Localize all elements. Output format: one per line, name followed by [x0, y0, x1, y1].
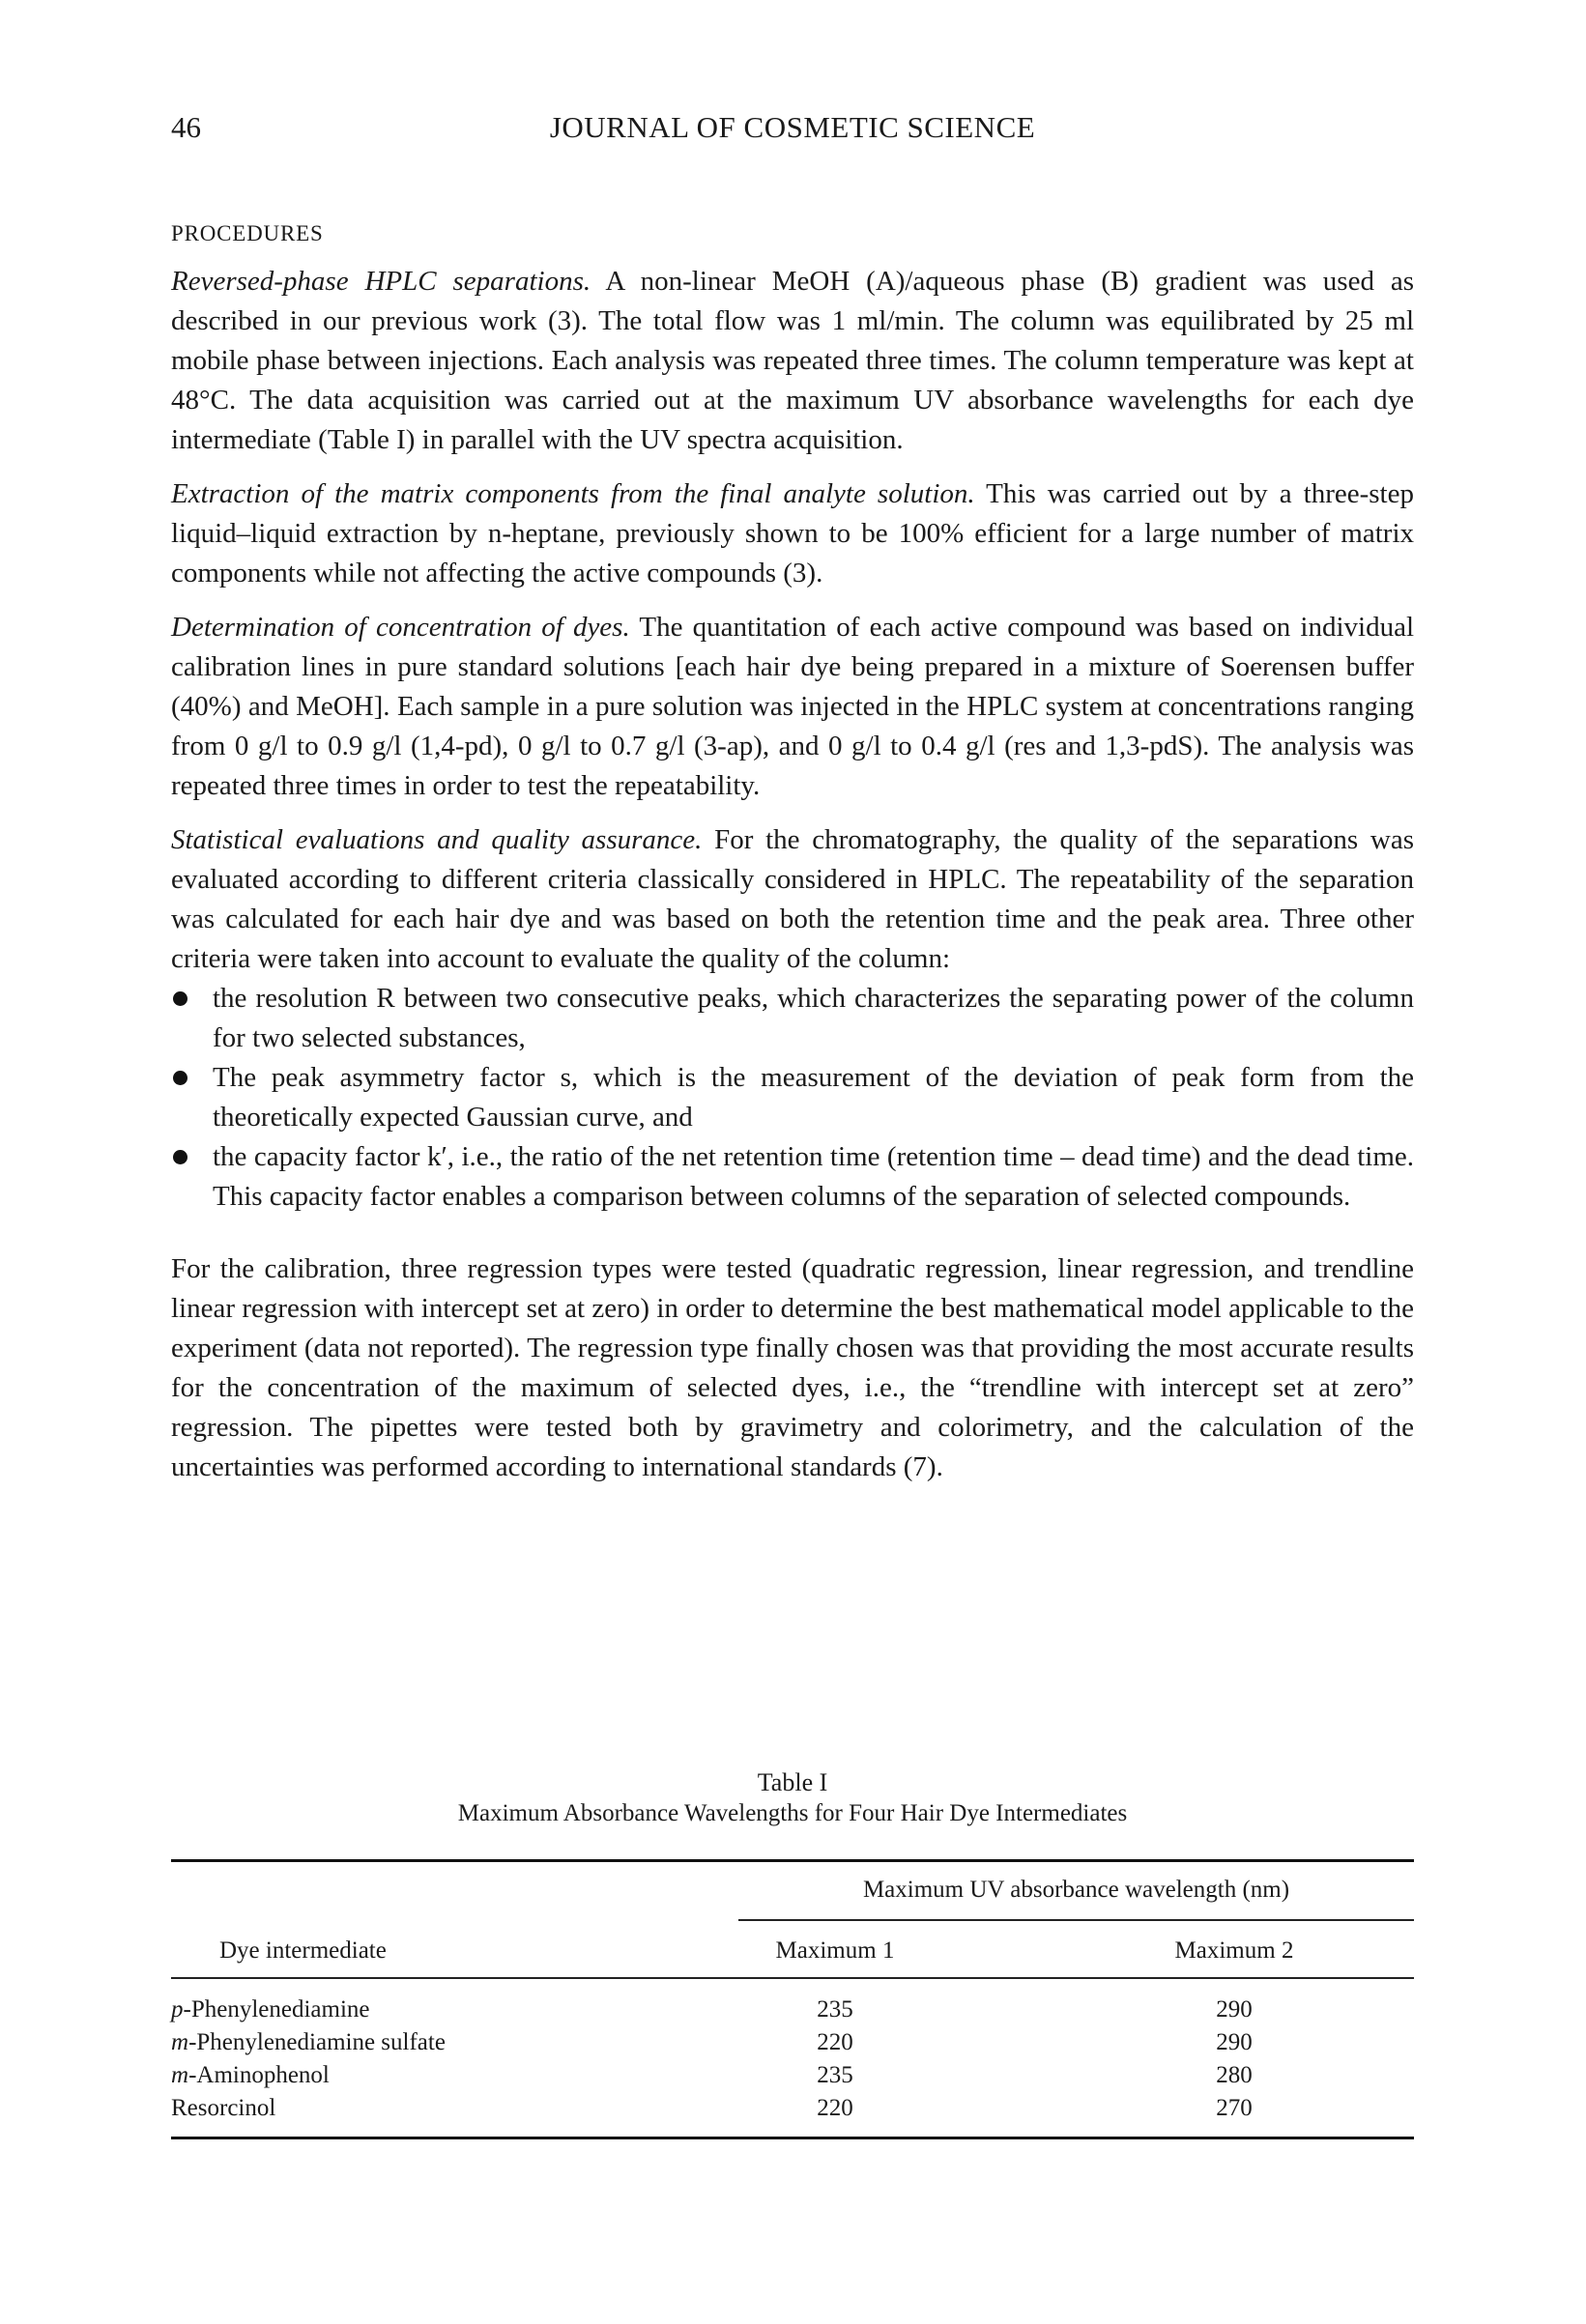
runin-heading: Extraction of the matrix components from the final analyte solution.	[171, 478, 975, 509]
table-header-rule	[171, 1977, 1414, 1979]
table-label: Table I	[757, 1768, 828, 1796]
list-item	[171, 1058, 1414, 1137]
table-cell-max2: 280	[1216, 2062, 1253, 2088]
list-item	[171, 1137, 1414, 1217]
runin-heading: Determination of concentration of dyes.	[171, 612, 630, 643]
table-cell-max2: 290	[1216, 2029, 1253, 2055]
criteria-list	[171, 979, 1414, 1217]
running-head	[171, 110, 1414, 153]
bullet-icon	[173, 991, 187, 1006]
table-cell-max1: 220	[817, 2029, 853, 2055]
table-spanner-rule	[738, 1919, 1414, 1921]
paragraph-hplc-separations	[171, 262, 1414, 460]
column-header-max1: Maximum 1	[775, 1937, 895, 1964]
table-row-dye	[171, 2095, 275, 2122]
table-bottom-rule	[171, 2137, 1414, 2139]
table-spanner-header: Maximum UV absorbance wavelength (nm)	[862, 1877, 1290, 1903]
chemical-prefix: m	[171, 2062, 189, 2088]
table-cell-max2: 290	[1216, 1996, 1253, 2023]
list-item-text: the resolution R between two consecutive peaks, which characterizes the separating power of the column for two selected substances,	[213, 983, 1414, 1053]
column-header-dye: Dye intermediate	[219, 1937, 387, 1964]
table-row-dye	[171, 2029, 446, 2056]
table-cell-max1: 220	[817, 2095, 853, 2121]
list-item-text: The peak asymmetry factor s, which is the measurement of the deviation of peak form from the theoretically expected Gaussian curve, and	[213, 1062, 1414, 1133]
paragraph-statistical	[171, 820, 1414, 979]
chemical-prefix: m	[171, 2029, 189, 2055]
runin-heading: Statistical evaluations and quality assurance.	[171, 824, 703, 855]
journal-title: JOURNAL OF COSMETIC SCIENCE	[549, 110, 1036, 144]
page-number: 46	[171, 110, 201, 144]
paragraph-text: For the chromatography, the quality of the separations was evaluated according to different criteria classically considered in HPLC. The repeatability of the separation was calculated for each hair dye and was based on both the retention time and the peak area. Three other criteria were taken into account to evaluate the quality of the column:	[171, 824, 1415, 974]
runin-heading: Reversed-phase HPLC separations.	[171, 266, 591, 297]
list-item-text: the capacity factor k′, i.e., the ratio of the net retention time (retention time – dead time) and the dead time. This capacity factor enables a comparison between columns of the separation of selected compounds.	[213, 1141, 1414, 1212]
table-cell-max2: 270	[1216, 2095, 1253, 2121]
table-row-dye	[171, 2062, 330, 2089]
chemical-prefix: p	[171, 1996, 184, 2023]
list-item	[171, 979, 1414, 1058]
table-cell-max1: 235	[817, 2062, 853, 2088]
table-caption: Maximum Absorbance Wavelengths for Four Hair Dye Intermediates	[457, 1800, 1128, 1826]
paragraph-text: A non-linear MeOH (A)/aqueous phase (B) gradient was used as described in our previous work (3). The total flow was 1 ml/min. The column was equilibrated by 25 ml mobile phase between injections. Each analysis was repeated three times. The column temperature was kept at 48°C. The data acquisition was carried out at the maximum UV absorbance wavelengths for each dye intermediate (Table I) in parallel with the UV spectra acquisition.	[171, 266, 1414, 455]
table-row-dye	[171, 1996, 370, 2023]
dye-name: Resorcinol	[171, 2095, 276, 2121]
dye-name: -Aminophenol	[188, 2062, 330, 2088]
table-1	[171, 1768, 1414, 2121]
section-heading: PROCEDURES	[171, 221, 324, 245]
column-header-max2: Maximum 2	[1174, 1937, 1294, 1964]
paragraph-calibration: For the calibration, three regression types were tested (quadratic regression, linear regression, and trendline linear regression with intercept set at zero) in order to determine the best mathematical model applicable to the experiment (data not reported). The regression type finally chosen was that providing the most accurate results for the concentration of the maximum of selected dyes, i.e., the “trendline with intercept set at zero” regression. The pipettes were tested both by gravimetry and colorimetry, and the calculation of the uncertainties was performed according to international standards (7).	[171, 1253, 1414, 1482]
paragraph-extraction	[171, 474, 1414, 593]
paragraph-text: The quantitation of each active compound was based on individual calibration lines in pure standard solutions [each hair dye being prepared in a mixture of Soerensen buffer (40%) and MeOH]. Each sample in a pure solution was injected in the HPLC system at concentrations ranging from 0 g/l to 0.9 g/l (1,4-pd), 0 g/l to 0.7 g/l (3-ap), and 0 g/l to 0.4 g/l (res and 1,3-pdS). The analysis was repeated three times in order to test the repeatability.	[171, 612, 1415, 801]
table-cell-max1: 235	[817, 1996, 853, 2023]
paragraph-text: This was carried out by a three-step liquid–liquid extraction by n-heptane, previously shown to be 100% efficient for a large number of matrix components while not affecting the active compounds (3).	[171, 478, 1414, 588]
paragraph-determination	[171, 608, 1414, 806]
body-text	[171, 262, 1414, 1502]
dye-name: -Phenylenediamine sulfate	[188, 2029, 446, 2055]
bullet-icon	[173, 1071, 187, 1085]
bullet-icon	[173, 1150, 187, 1164]
table-top-rule	[171, 1859, 1414, 1862]
dye-name: -Phenylenediamine	[183, 1996, 370, 2023]
